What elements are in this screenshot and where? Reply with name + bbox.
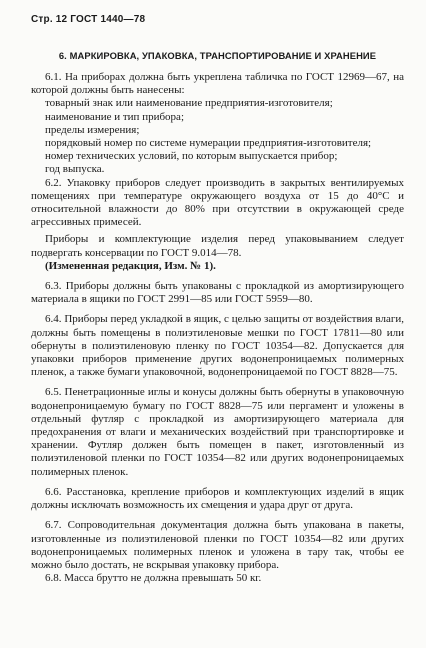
paragraph-6-1: 6.1. На приборах должна быть укреплена табличка по ГОСТ 12969—67, на которой должны быть нанесены: bbox=[31, 71, 404, 97]
paragraph-6-4: 6.4. Приборы перед укладкой в ящик, с целью защиты от воздействия влаги, должны быть помещены в полиэтиленовые мешки по ГОСТ 17811—80 или обернуты в полиэтиленовую пленку по ГОСТ 10354—82. Допускается для упаковки приборов применение других водонепроницаемых полимерных пленок, а также бумаги упаковочной, водонепроницаемой по ГОСТ 8828—75. bbox=[31, 313, 404, 379]
paragraph-6-8: 6.8. Масса брутто не должна превышать 50 кг. bbox=[45, 572, 262, 585]
list-item-name-type: наименование и тип прибора; bbox=[45, 110, 184, 123]
list-item-serial: порядковый номер по системе нумерации предприятия-изготовителя; bbox=[45, 137, 372, 150]
list-item-spec: номер технических условий, по которым выпускается прибор; bbox=[45, 150, 338, 163]
list-item-year: год выпуска. bbox=[45, 163, 105, 176]
paragraph-6-5: 6.5. Пенетрационные иглы и конусы должны быть обернуты в упаковочную водонепроницаемую бумагу по ГОСТ 8828—75 или пергамент и уложены в отдельный футляр с прокладкой из амортизирующего материала для предохранения от влаги и механических воздействий при транспортировке и хранении. Футляр должен быть помещен в пакет, изготовленный из полиэтиленовой пленки по ГОСТ 10354—82 или других водонепроницаемых полимерных пленок. bbox=[31, 386, 404, 478]
amendment-note: (Измененная редакция, Изм. № 1). bbox=[45, 259, 216, 272]
paragraph-6-2: 6.2. Упаковку приборов следует производить в закрытых вентилируемых помещениях при температуре окружающего воздуха от 15 до 40°С и относительной влажности до 80% при отсутствии в окружающей среде агрессивных примесей. bbox=[31, 176, 404, 229]
paragraph-6-6: 6.6. Расстановка, крепление приборов и комплектующих изделий в ящик должны исключать возможность их смещения и удара друг от друга. bbox=[31, 485, 404, 512]
document-body bbox=[31, 71, 404, 585]
list-item-range: пределы измерения; bbox=[45, 123, 140, 136]
paragraph-6-2-conservation: Приборы и комплектующие изделия перед упаковыванием следует подвергать консервации по ГОСТ 9.014—78. bbox=[31, 233, 404, 259]
paragraph-6-3: 6.3. Приборы должны быть упакованы с прокладкой из амортизирующего материала в ящики по ГОСТ 2991—85 или ГОСТ 5959—80. bbox=[31, 280, 404, 306]
page-header: Стр. 12 ГОСТ 1440—78 bbox=[31, 14, 146, 25]
paragraph-6-7: 6.7. Сопроводительная документация должна быть упакована в пакеты, изготовленные из полиэтиленовой пленки по ГОСТ 10354—82 или других водонепроницаемых полимерных пленок и уложена в тару так, чтобы ее можно было достать, не вскрывая упаковку прибора. bbox=[31, 519, 404, 571]
section-title: 6. МАРКИРОВКА, УПАКОВКА, ТРАНСПОРТИРОВАНИЕ И ХРАНЕНИЕ bbox=[58, 50, 377, 61]
list-item-trademark: товарный знак или наименование предприятия-изготовителя; bbox=[45, 97, 333, 110]
